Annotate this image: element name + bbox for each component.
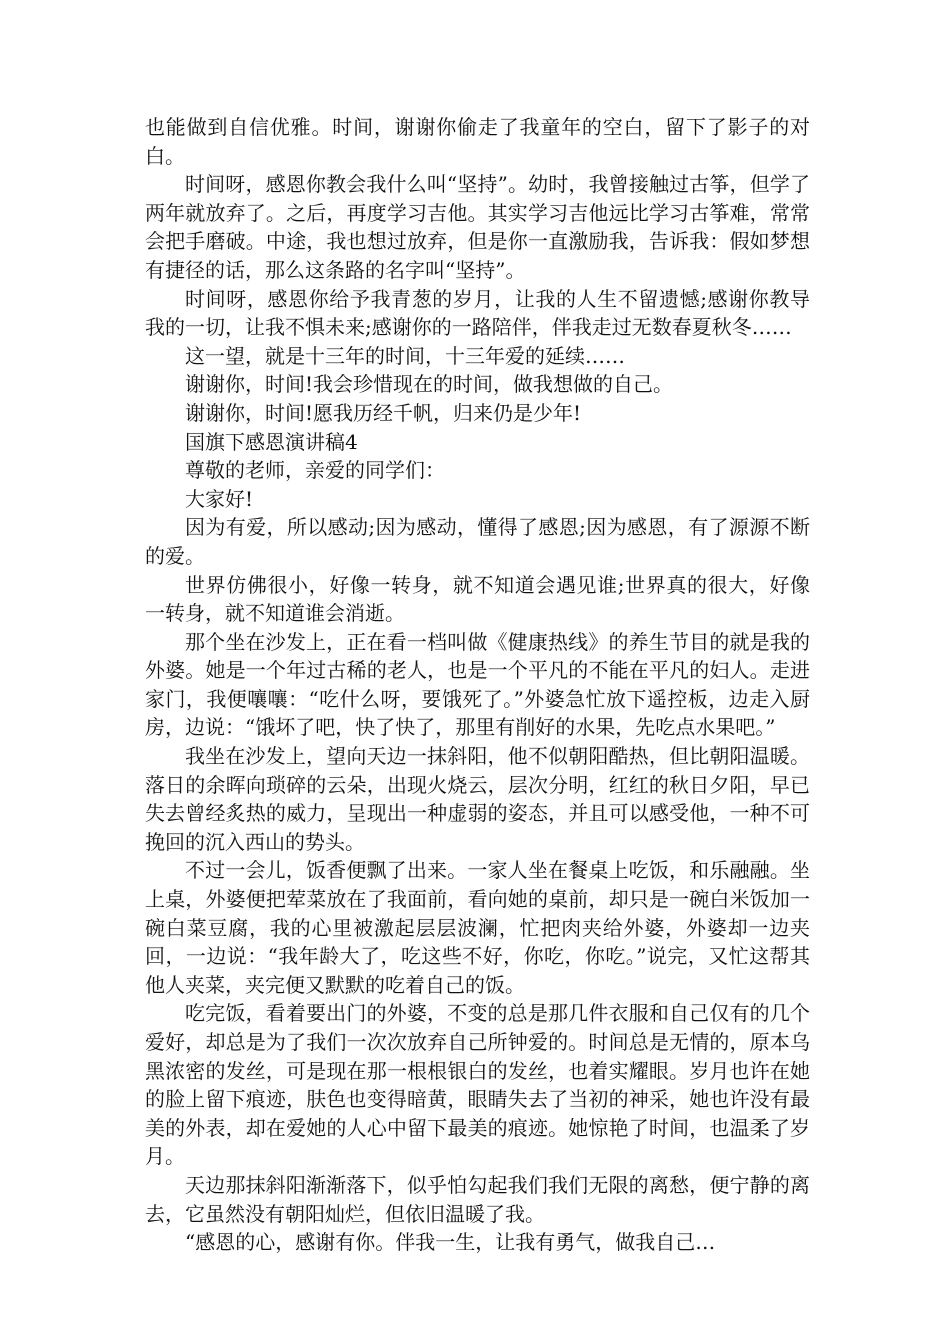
paragraph: 时间呀，感恩你教会我什么叫“坚持”。幼时，我曾接触过古筝，但学了两年就放弃了。之后，再度学习吉他。其实学习吉他远比学习古筝难，常常会把手磨破。中途，我也想过放弃，但是你一直激励我，告诉我：假如梦想有捷径的话，那么这条路的名字叫“坚持”。	[145, 172, 810, 282]
paragraph: “感恩的心，感谢有你。伴我一生，让我有勇气，做我自己…	[185, 1230, 716, 1255]
section-heading: 国旗下感恩演讲稿4	[185, 429, 358, 454]
paragraph: 也能做到自信优雅。时间，谢谢你偷走了我童年的空白，留下了影子的对白。	[145, 115, 810, 168]
paragraph: 因为有爱，所以感动;因为感动，懂得了感恩;因为感恩，有了源源不断的爱。	[145, 515, 810, 568]
paragraph: 吃完饭，看着要出门的外婆，不变的总是那几件衣服和自己仅有的几个爱好，却总是为了我们一次次放弃自己所钟爱的。时间总是无情的，原本乌黑浓密的发丝，可是现在那一根根银白的发丝，也着实耀眼。岁月也许在她的脸上留下痕迹，肤色也变得暗黄，眼睛失去了当初的神采，她也许没有最美的外表，却在爱她的人心中留下最美的痕迹。她惊艳了时间，也温柔了岁月。	[145, 1001, 810, 1169]
paragraph: 世界仿佛很小，好像一转身，就不知道会遇见谁;世界真的很大，好像一转身，就不知道谁会消逝。	[145, 572, 810, 626]
paragraph: 谢谢你，时间!我会珍惜现在的时间，做我想做的自己。	[185, 372, 674, 397]
paragraph: 谢谢你，时间!愿我历经千帆，归来仍是少年!	[185, 400, 582, 425]
paragraph: 时间呀，感恩你给予我青葱的岁月，让我的人生不留遗憾;感谢你教导我的一切，让我不惧未来;感谢你的一路陪伴，伴我走过无数春夏秋冬……	[145, 286, 810, 340]
salutation: 尊敬的老师，亲爱的同学们：	[185, 458, 445, 483]
paragraph: 那个坐在沙发上，正在看一档叫做《健康热线》的养生节目的就是我的外婆。她是一个年过古稀的老人，也是一个平凡的不能在平凡的妇人。走进家门，我便嚷嚷：“吃什么呀，要饿死了。”外婆急忙放下遥控板，边走入厨房，边说：“饿坏了吧，快了快了，那里有削好的水果，先吃点水果吧。”	[145, 629, 810, 740]
greeting: 大家好!	[185, 486, 254, 511]
document-text	[145, 113, 810, 1257]
paragraph: 这一望，就是十三年的时间，十三年爱的延续……	[185, 343, 625, 368]
paragraph: 不过一会儿，饭香便飘了出来。一家人坐在餐桌上吃饭，和乐融融。坐上桌，外婆便把荤菜放在了我面前，看向她的桌前，却只是一碗白米饭加一碗白菜豆腐，我的心里被激起层层波澜，忙把肉夹给外婆，外婆却一边夹回，一边说：“我年龄大了，吃这些不好，你吃，你吃。”说完，又忙这帮其他人夹菜，夹完便又默默的吃着自己的饭。	[145, 858, 810, 997]
paragraph: 我坐在沙发上，望向天边一抹斜阳，他不似朝阳酷热，但比朝阳温暖。落日的余晖向琐碎的云朵，出现火烧云，层次分明，红红的秋日夕阳，早已失去曾经炙热的威力，呈现出一种虚弱的姿态，并且可以感受他，一种不可挽回的沉入西山的势头。	[145, 744, 810, 854]
paragraph: 天边那抹斜阳渐渐落下，似乎怕勾起我们我们无限的离愁，便宁静的离去，它虽然没有朝阳灿烂，但依旧温暖了我。	[145, 1172, 810, 1226]
